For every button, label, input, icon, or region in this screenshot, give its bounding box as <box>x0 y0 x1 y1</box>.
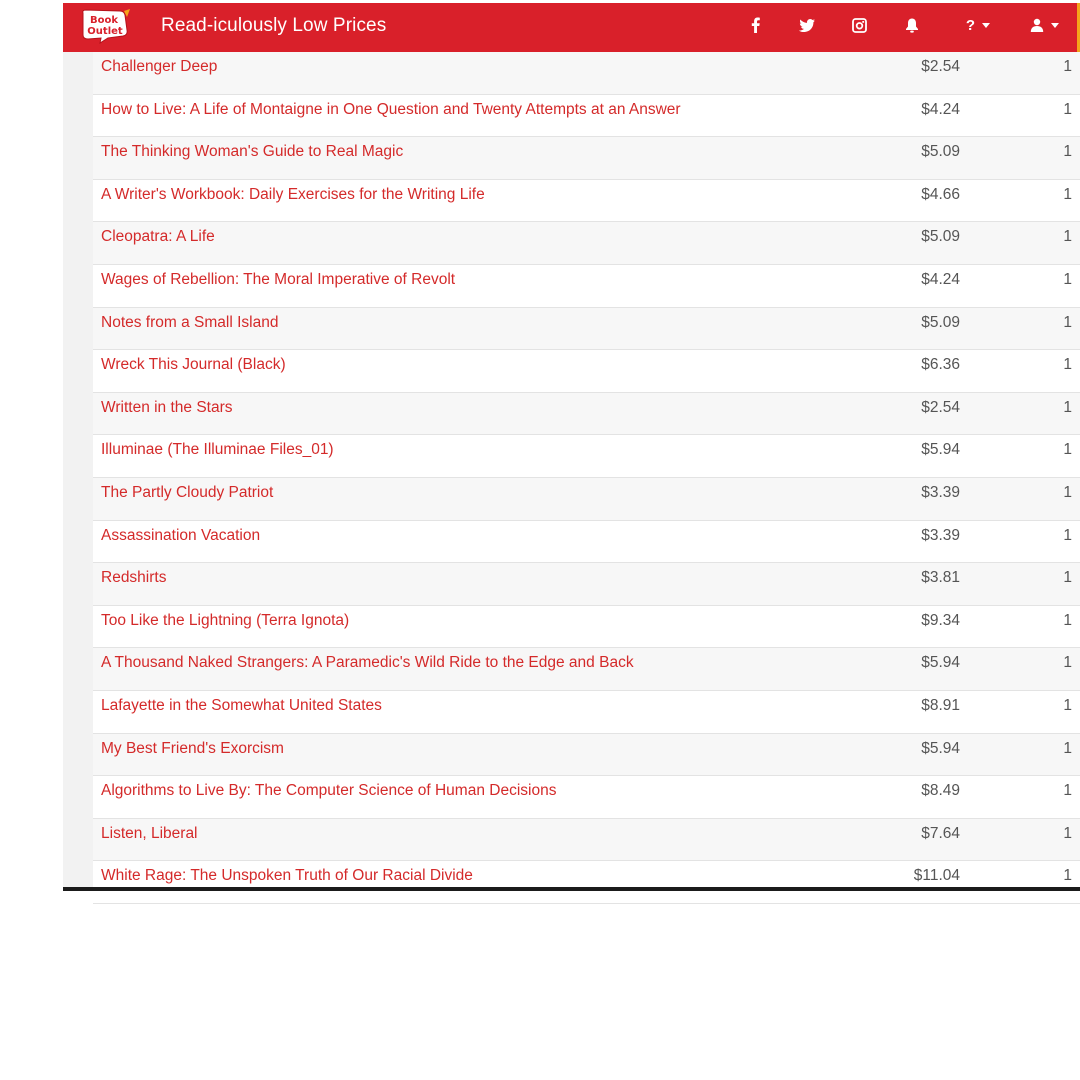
book-price: $7.64 <box>921 824 960 842</box>
book-quantity: 1 <box>1063 58 1072 75</box>
list-item <box>93 308 1080 351</box>
book-quantity: 1 <box>1063 185 1072 203</box>
book-title-link[interactable]: Written in the Stars <box>101 398 233 416</box>
twitter-icon[interactable] <box>797 14 817 36</box>
book-price: $5.94 <box>921 441 960 459</box>
bottom-divider <box>63 887 1080 891</box>
list-item <box>93 521 1080 564</box>
book-title-link[interactable]: Too Like the Lightning (Terra Ignota) <box>101 611 350 629</box>
list-item <box>93 563 1080 606</box>
list-item <box>93 222 1080 265</box>
book-price: $4.24 <box>921 100 960 118</box>
logo-text-outlet: Outlet <box>87 26 123 37</box>
book-list <box>93 52 1080 904</box>
book-quantity: 1 <box>1063 782 1072 800</box>
list-item <box>93 691 1080 734</box>
book-quantity: 1 <box>1063 526 1072 544</box>
list-item <box>93 734 1080 777</box>
book-price: $4.24 <box>921 270 960 288</box>
book-quantity: 1 <box>1063 696 1072 714</box>
user-menu-dropdown[interactable] <box>1025 14 1063 36</box>
top-navbar <box>63 3 1080 52</box>
book-price: $9.34 <box>921 611 960 629</box>
book-quantity: 1 <box>1063 611 1072 629</box>
book-quantity: 1 <box>1063 739 1072 757</box>
list-item <box>93 435 1080 478</box>
book-quantity: 1 <box>1063 654 1072 672</box>
book-price: $4.66 <box>921 185 960 203</box>
book-title-link[interactable]: Illuminae (The Illuminae Files_01) <box>101 441 334 459</box>
book-title-link[interactable]: Algorithms to Live By: The Computer Science of Human Decisions <box>101 782 557 800</box>
list-item <box>93 393 1080 436</box>
book-price: $3.39 <box>921 483 960 501</box>
book-quantity: 1 <box>1063 100 1072 118</box>
list-item <box>93 180 1080 223</box>
list-item <box>93 819 1080 862</box>
book-price: $5.09 <box>921 313 960 331</box>
list-item <box>93 478 1080 521</box>
book-title-link[interactable]: Challenger Deep <box>101 58 218 75</box>
book-price: $2.54 <box>921 58 960 75</box>
book-price: $3.81 <box>921 569 960 587</box>
help-icon: ? <box>965 16 976 34</box>
list-item <box>93 350 1080 393</box>
book-title-link[interactable]: A Writer's Workbook: Daily Exercises for the Writing Life <box>101 185 485 203</box>
book-title-link[interactable]: A Thousand Naked Strangers: A Paramedic's Wild Ride to the Edge and Back <box>101 654 634 672</box>
list-item <box>93 137 1080 180</box>
chevron-down-icon <box>982 23 990 28</box>
help-menu-dropdown[interactable] <box>959 14 997 36</box>
book-quantity: 1 <box>1063 569 1072 587</box>
book-title-link[interactable]: Assassination Vacation <box>101 526 261 544</box>
book-outlet-logo[interactable] <box>80 8 138 44</box>
facebook-icon[interactable] <box>747 14 763 36</box>
user-icon <box>1030 18 1044 32</box>
book-title-link[interactable]: Wages of Rebellion: The Moral Imperative of Revolt <box>101 270 456 288</box>
chevron-down-icon <box>1051 23 1059 28</box>
book-title-link[interactable]: How to Live: A Life of Montaigne in One Question and Twenty Attempts at an Answer <box>101 100 681 118</box>
book-title-link[interactable]: Listen, Liberal <box>101 824 198 842</box>
book-price: $8.91 <box>921 696 960 714</box>
book-quantity: 1 <box>1063 270 1072 288</box>
book-price: $2.54 <box>921 398 960 416</box>
book-title-link[interactable]: My Best Friend's Exorcism <box>101 739 284 757</box>
book-price: $11.04 <box>913 867 960 885</box>
book-title-link[interactable]: Redshirts <box>101 569 167 587</box>
book-title-link[interactable]: The Partly Cloudy Patriot <box>101 483 274 501</box>
list-item <box>93 606 1080 649</box>
book-quantity: 1 <box>1063 824 1072 842</box>
book-quantity: 1 <box>1063 867 1072 885</box>
book-price: $5.09 <box>921 143 960 161</box>
book-title-link[interactable]: White Rage: The Unspoken Truth of Our Racial Divide <box>101 867 473 885</box>
book-quantity: 1 <box>1063 313 1072 331</box>
book-quantity: 1 <box>1063 143 1072 161</box>
book-price: $3.39 <box>921 526 960 544</box>
list-item <box>93 52 1080 95</box>
list-item <box>93 776 1080 819</box>
book-title-link[interactable]: Lafayette in the Somewhat United States <box>101 696 382 714</box>
book-price: $6.36 <box>921 356 960 374</box>
list-item <box>93 95 1080 138</box>
book-quantity: 1 <box>1063 356 1072 374</box>
book-price: $5.94 <box>921 654 960 672</box>
site-tagline: Read-iculously Low Prices <box>161 15 387 36</box>
book-price: $8.49 <box>921 782 960 800</box>
book-quantity: 1 <box>1063 228 1072 246</box>
book-quantity: 1 <box>1063 441 1072 459</box>
book-title-link[interactable]: The Thinking Woman's Guide to Real Magic <box>101 143 404 161</box>
book-quantity: 1 <box>1063 483 1072 501</box>
bell-icon[interactable] <box>903 14 921 36</box>
list-item <box>93 265 1080 308</box>
book-title-link[interactable]: Wreck This Journal (Black) <box>101 356 286 374</box>
list-item <box>93 648 1080 691</box>
list-item <box>93 861 1080 904</box>
book-price: $5.94 <box>921 739 960 757</box>
book-title-link[interactable]: Cleopatra: A Life <box>101 228 215 246</box>
logo-text-book: Book <box>89 15 119 26</box>
book-price: $5.09 <box>921 228 960 246</box>
instagram-icon[interactable] <box>850 14 868 36</box>
book-title-link[interactable]: Notes from a Small Island <box>101 313 279 331</box>
book-quantity: 1 <box>1063 398 1072 416</box>
